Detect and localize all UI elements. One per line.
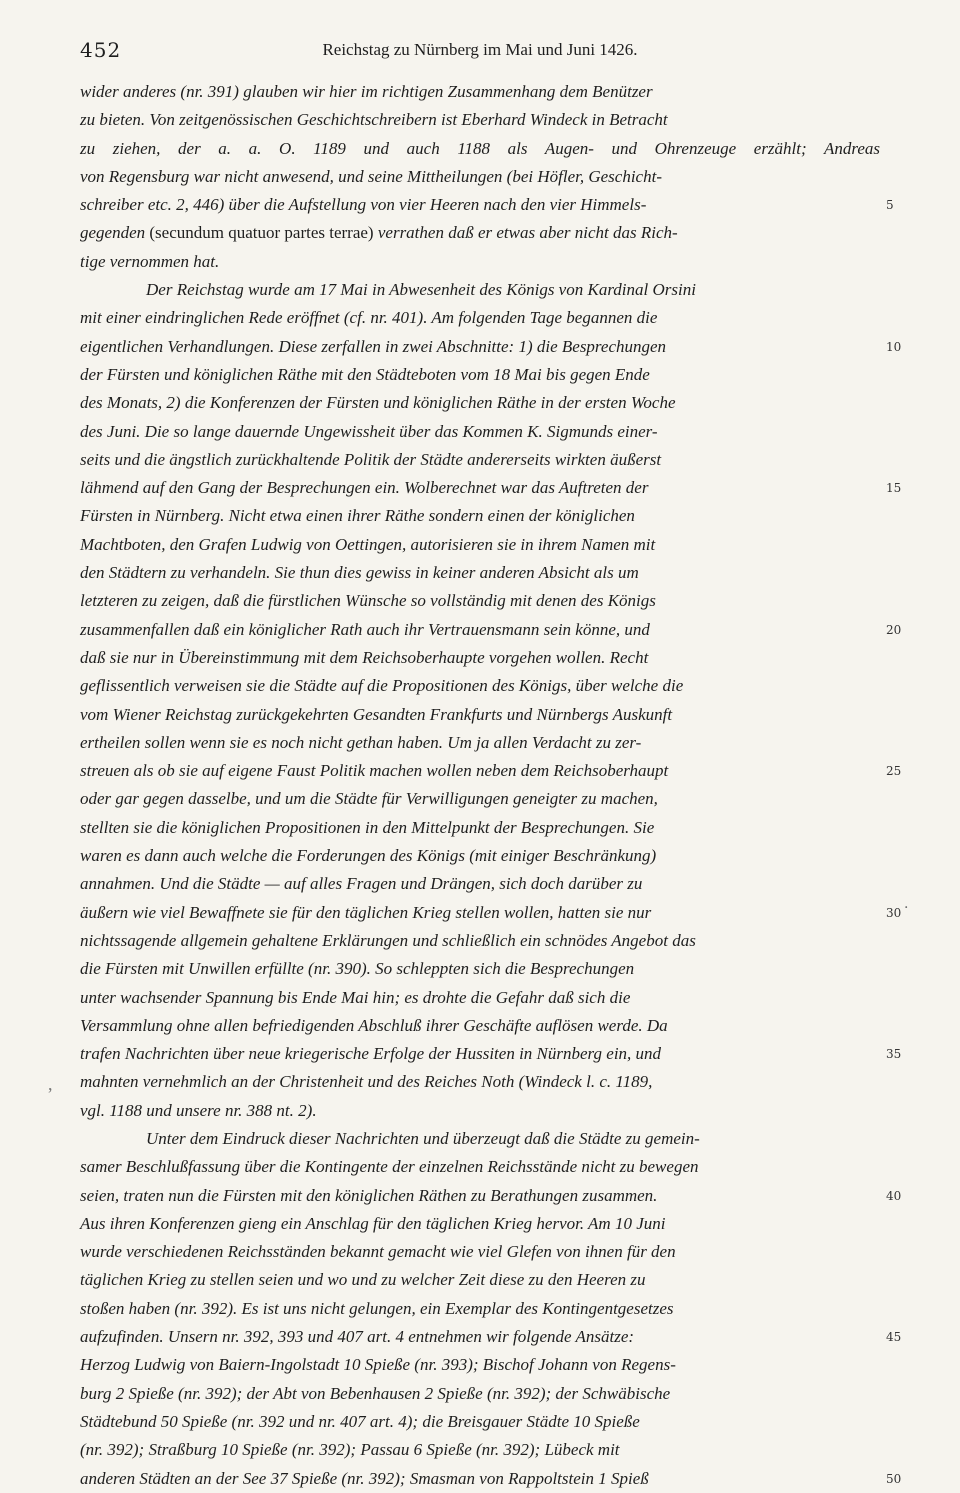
page-header [80, 38, 880, 68]
line-text: Machtboten, den Grafen Ludwig von Oettingen, autorisieren sie in ihrem Namen mit [80, 534, 656, 554]
text-line [80, 361, 880, 389]
text-line [80, 1238, 880, 1266]
line-text: aufzufinden. Unsern nr. 392, 393 und 407 art. 4 entnehmen wir folgende Ansätze: [80, 1327, 635, 1347]
text-line [80, 304, 880, 332]
text-line [80, 1068, 880, 1096]
line-text: Aus ihren Konferenzen gieng ein Anschlag für den täglichen Krieg hervor. Am 10 Juni [80, 1213, 666, 1233]
line-text: äußern wie viel Bewaffnete sie für den täglichen Krieg stellen wollen, hatten sie nur [80, 902, 652, 922]
text-line [80, 276, 880, 304]
line-text: (nr. 392); Straßburg 10 Spieße (nr. 392); Passau 6 Spieße (nr. 392); Lübeck mit [80, 1440, 620, 1460]
line-text: unter wachsender Spannung bis Ende Mai hin; es drohte die Gefahr daß sich die [80, 987, 631, 1007]
text-line [80, 1465, 902, 1493]
text-line [80, 446, 880, 474]
text-line [80, 1182, 902, 1210]
line-text: waren es dann auch welche die Forderungen des Königs (mit einiger Beschränkung) [80, 846, 657, 866]
line-text: geflissentlich verweisen sie die Städte auf die Propositionen des Königs, über welche die [80, 676, 684, 696]
text-line [80, 135, 880, 163]
line-number: 25 [886, 764, 902, 779]
text-line [80, 616, 902, 644]
text-line [80, 1097, 880, 1125]
line-number: 50 [886, 1471, 902, 1486]
line-text: zusammenfallen daß ein königlicher Rath auch ihr Vertrauensmann sein könne, und [80, 619, 650, 639]
line-text: nichtssagende allgemein gehaltene Erklärungen und schließlich ein schnödes Angebot das [80, 930, 696, 950]
line-text: Herzog Ludwig von Baiern-Ingolstadt 10 Spieße (nr. 393); Bischof Johann von Regens- [80, 1355, 676, 1375]
line-number: 10 [886, 339, 902, 354]
line-text: stoßen haben (nr. 392). Es ist uns nicht gelungen, ein Exemplar des Kontingentgesetzes [80, 1298, 674, 1318]
text-line [80, 1408, 880, 1436]
line-text: des Monats, 2) die Konferenzen der Fürsten und königlichen Räthe in der ersten Woche [80, 393, 676, 413]
text-line [80, 785, 880, 813]
text-line [80, 927, 880, 955]
text-line [80, 474, 902, 502]
text-line [80, 1380, 880, 1408]
line-number: 20 [886, 622, 902, 637]
line-text: vgl. 1188 und unsere nr. 388 nt. 2). [80, 1100, 317, 1120]
text-line [80, 644, 880, 672]
text-line [80, 587, 880, 615]
line-number: 40 [886, 1188, 902, 1203]
line-text: von Regensburg war nicht anwesend, und seine Mittheilungen (bei Höfler, Geschicht- [80, 166, 662, 186]
text-segment: verrathen daß er etwas aber nicht das Rich- [373, 223, 678, 243]
margin-mark: , [48, 1074, 53, 1094]
text-line [80, 502, 880, 530]
text-line [80, 1153, 880, 1181]
line-text: der Fürsten und königlichen Räthe mit den Städteboten vom 18 Mai bis gegen Ende [80, 364, 650, 384]
line-text: samer Beschlußfassung über die Kontingente der einzelnen Reichsstände nicht zu bewegen [80, 1157, 699, 1177]
text-line [80, 701, 880, 729]
line-text: Städtebund 50 Spieße (nr. 392 und nr. 407 art. 4); die Breisgauer Städte 10 Spieße [80, 1411, 640, 1431]
line-number: 35 [886, 1047, 902, 1062]
text-segment: gegenden [80, 223, 150, 243]
line-text: seits und die ängstlich zurückhaltende Politik der Städte andererseits wirkten äußerst [80, 449, 662, 469]
line-text: lähmend auf den Gang der Besprechungen ein. Wolberechnet war das Auftreten der [80, 478, 649, 498]
text-line [80, 1040, 902, 1068]
line-text: Fürsten in Nürnberg. Nicht etwa einen ihrer Räthe sondern einen der königlichen [80, 506, 635, 526]
text-line [80, 191, 894, 219]
text-line [80, 672, 880, 700]
text-line [80, 559, 880, 587]
page-number: 452 [80, 38, 122, 62]
text-line [80, 1125, 880, 1153]
line-text: annahmen. Und die Städte — auf alles Fragen und Drängen, sich doch darüber zu [80, 874, 643, 894]
body-text [80, 78, 902, 1493]
line-text: wider anderes (nr. 391) glauben wir hier im richtigen Zusammenhang dem Benützer [80, 82, 653, 101]
line-text: Versammlung ohne allen befriedigenden Abschluß ihrer Geschäfte auflösen werde. Da [80, 1015, 668, 1035]
text-line [80, 757, 902, 785]
text-line [80, 870, 880, 898]
margin-dot: · [904, 900, 909, 916]
text-line [80, 899, 902, 927]
line-text: mahnten vernehmlich an der Christenheit und des Reiches Noth (Windeck l. c. 1189, [80, 1072, 653, 1092]
line-text: anderen Städten an der See 37 Spieße (nr. 392); Smasman von Rappoltstein 1 Spieß [80, 1468, 649, 1488]
line-text: stellten sie die königlichen Propositionen in den Mittelpunkt der Besprechungen. Sie [80, 817, 655, 837]
line-text: ertheilen sollen wenn sie es noch nicht gethan haben. Um ja allen Verdacht zu zer- [80, 732, 642, 752]
text-line [80, 531, 880, 559]
text-line [80, 1323, 902, 1351]
text-line [80, 729, 880, 757]
text-line [80, 248, 880, 276]
line-text: täglichen Krieg zu stellen seien und wo und zu welcher Zeit diese zu den Heeren zu [80, 1270, 646, 1290]
latin-phrase: (secundum quatuor partes terrae) [149, 223, 374, 243]
text-line [80, 78, 880, 106]
text-line [80, 1012, 880, 1040]
line-text: eigentlichen Verhandlungen. Diese zerfallen in zwei Abschnitte: 1) die Besprechungen [80, 336, 667, 356]
line-text: die Fürsten mit Unwillen erfüllte (nr. 390). So schleppten sich die Besprechungen [80, 959, 635, 979]
line-text: mit einer eindringlichen Rede eröffnet (cf. nr. 401). Am folgenden Tage begannen die [80, 308, 658, 328]
line-number: 45 [886, 1330, 902, 1345]
text-line [80, 106, 880, 134]
running-title: Reichstag zu Nürnberg im Mai und Juni 1426. [322, 40, 638, 59]
line-text: den Städtern zu verhandeln. Sie thun dies gewiss in keiner anderen Absicht als um [80, 563, 639, 583]
line-text: schreiber etc. 2, 446) über die Aufstellung von vier Heeren nach den vier Himmels- [80, 195, 647, 215]
line-text: oder gar gegen dasselbe, und um die Städte für Verwilligungen geneigter zu machen, [80, 789, 658, 809]
text-line [80, 389, 880, 417]
line-text: streuen als ob sie auf eigene Faust Politik machen wollen neben dem Reichsoberhaupt [80, 761, 669, 781]
line-text: Unter dem Eindruck dieser Nachrichten und überzeugt daß die Städte zu gemein- [146, 1128, 700, 1148]
text-line [80, 1210, 880, 1238]
text-line [80, 1351, 880, 1379]
line-text: zu bieten. Von zeitgenössischen Geschichtschreibern ist Eberhard Windeck in Betracht [80, 110, 668, 130]
line-text: seien, traten nun die Fürsten mit den königlichen Räthen zu Berathungen zusammen. [80, 1185, 658, 1205]
line-number: 30 [886, 905, 902, 920]
line-text: wurde verschiedenen Reichsständen bekannt gemacht wie viel Glefen von ihnen für den [80, 1242, 676, 1262]
text-line [80, 955, 880, 983]
line-text: des Juni. Die so lange dauernde Ungewissheit über das Kommen K. Sigmunds einer- [80, 421, 658, 441]
line-text: letzteren zu zeigen, daß die fürstlichen Wünsche so vollständig mit denen des Königs [80, 591, 656, 611]
text-line [80, 333, 902, 361]
text-line [80, 842, 880, 870]
line-text: vom Wiener Reichstag zurückgekehrten Gesandten Frankfurts und Nürnbergs Auskunft [80, 704, 673, 724]
line-number: 15 [886, 481, 902, 496]
text-line [80, 418, 880, 446]
line-text: Der Reichstag wurde am 17 Mai in Abwesenheit des Königs von Kardinal Orsini [146, 280, 696, 300]
line-number: 5 [886, 198, 894, 213]
line-text: zu ziehen, der a. a. O. 1189 und auch 1188 als Augen- und Ohrenzeuge erzählt; Andreas [80, 138, 880, 158]
text-line [80, 219, 880, 247]
line-text: daß sie nur in Übereinstimmung mit dem Reichsoberhaupte vorgehen wollen. Recht [80, 647, 649, 667]
text-line [80, 163, 880, 191]
text-line [80, 814, 880, 842]
text-line [80, 1436, 880, 1464]
line-text: trafen Nachrichten über neue kriegerische Erfolge der Hussiten in Nürnberg ein, und [80, 1044, 662, 1064]
text-line [80, 1295, 880, 1323]
text-line [80, 1266, 880, 1294]
line-text: tige vernommen hat. [80, 251, 220, 271]
text-line [80, 984, 880, 1012]
line-text: burg 2 Spieße (nr. 392); der Abt von Bebenhausen 2 Spieße (nr. 392); der Schwäbische [80, 1383, 671, 1403]
